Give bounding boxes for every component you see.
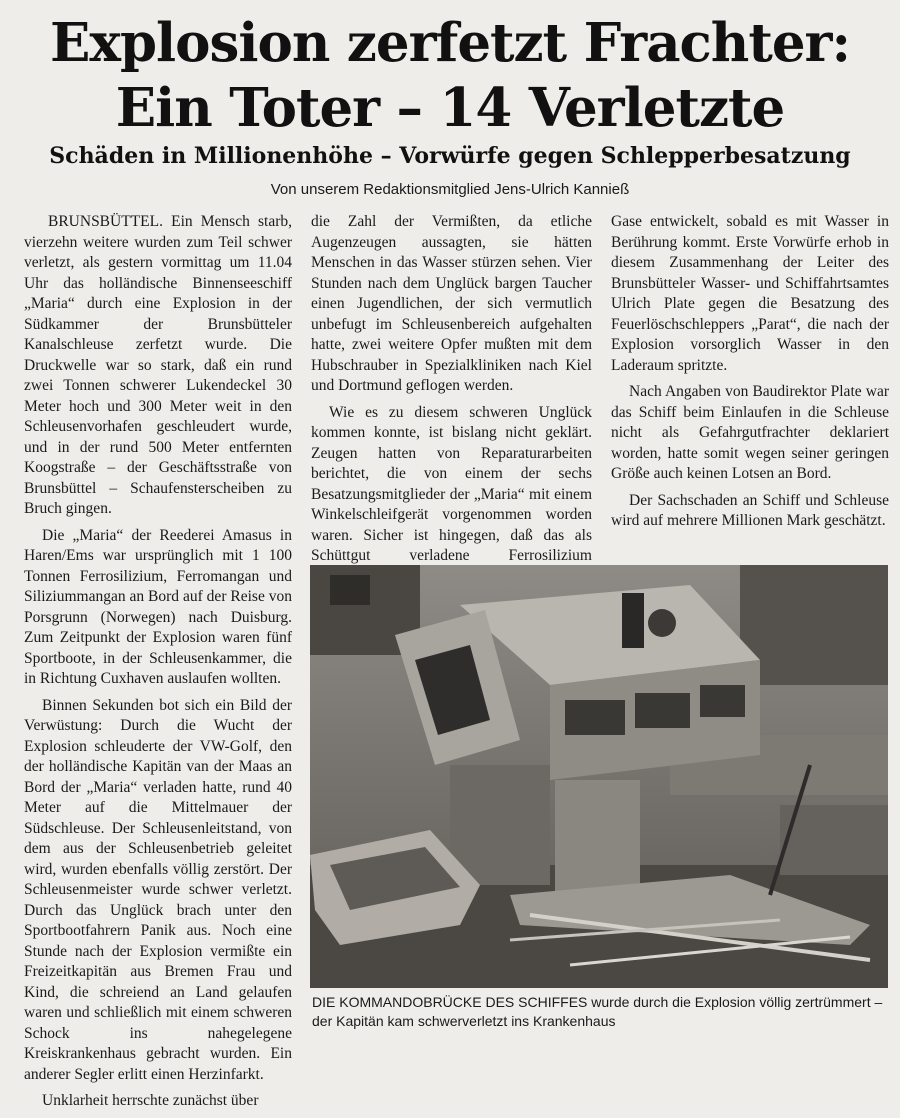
paragraph: Unklarheit herrschte zunächst über: [42, 1092, 259, 1109]
paragraph: Gase entwickelt, sobald es mit Wasser in Berührung kommt. Erste Vorwürfe erhob in diesem Zusammenhang der Leiter des Brunsbütteler Wasser- und Schiffahrtsamtes Ulrich Plate gegen die Besatzung des Feuerlöschschleppers „Parat“, die nach der Explosion vorsorglich Wasser in den Laderaum spritzte.: [611, 213, 889, 374]
headline-line-2: Ein Toter – 14 Verletzte: [115, 77, 785, 139]
subheadline: Schäden in Millionenhöhe – Vorwürfe gegen Schlepperbesatzung: [49, 143, 851, 169]
byline: Von unserem Redaktionsmitglied Jens-Ulrich Kannieß: [270, 181, 630, 198]
paragraph: die Zahl der Vermißten, da etliche Augenzeugen aussagten, sie hätten Menschen in das Wasser stürzen sehen. Vier Stunden nach dem Unglück bargen Taucher einen Jugendlichen, der sich vermutlich unbefugt im Schleusenbereich aufgehalten hatte, zwei weitere Opfer mußten mit dem Hubschrauber in Spezialkliniken nach Kiel und Dortmund geflogen werden.: [311, 213, 592, 394]
article-column-2: [311, 212, 592, 593]
paragraph: BRUNSBÜTTEL. Ein Mensch starb, vierzehn weitere wurden zum Teil schwer verletzt, als gestern vormittag um 11.04 Uhr das holländische Binnenseeschiff „Maria“ durch eine Explosion in der Südkammer der Brunsbütteler Kanalschleuse zerfetzt wurde. Die Druckwelle war so stark, daß ein rund zwei Tonnen schwerer Lukendeckel 30 Meter hoch und 300 Meter weit in den Schleusenvorhafen geschleudert wurde, und in der rund 500 Meter entfernten Koogstraße – der Geschäftsstraße von Brunsbüttel – Schaufensterscheiben zu Bruch gingen.: [24, 213, 292, 517]
paragraph: Die „Maria“ der Reederei Amasus in Haren/Ems war ursprünglich mit 1 100 Tonnen Ferrosilizium, Ferromangan und Siliziummangan an Bord auf der Reise von Porsgrunn (Norwegen) nach Duisburg. Zum Zeitpunkt der Explosion waren fünf Sportboote, in der Schleusenkammer, die in Richtung Cuxhaven auslaufen wollten.: [24, 526, 292, 687]
photo-illustration: [310, 565, 888, 988]
paragraph: Binnen Sekunden bot sich ein Bild der Verwüstung: Durch die Wucht der Explosion schleuderte der VW-Golf, den der holländische Kapitän van der Maas an Bord der „Maria“ verladen hatte, rund 40 Meter auf die Mittelmauer der Südschleuse. Der Schleusenleitstand, von dem aus der Schleusenbetrieb geleitet wird, wurden ebenfalls völlig zerstört. Der Schleusenmeister wurde schwer verletzt. Durch das Unglück brach unter den Sportbootfahrern Panik aus. Noch eine Stunde nach der Explosion vermißte ein Freizeitkapitän aus Bremen Frau und Kind, die schreiend an Land gelaufen waren und schließlich mit einem schweren Schock ins nahegelegene Kreiskrankenhaus gebracht wurden. Ein anderer Segler erlitt einen Herzinfarkt.: [24, 696, 292, 1083]
ship-wreck-photo: [310, 565, 888, 988]
headline-line-1: Explosion zerfetzt Frachter:: [49, 12, 851, 74]
photo-caption: DIE KOMMANDOBRÜCKE DES SCHIFFES wurde durch die Explosion völlig zertrümmert – der Kapitän kam schwerverletzt ins Krankenhaus: [312, 994, 883, 1029]
article-column-3: [611, 212, 889, 538]
article-column-1: [24, 212, 292, 1118]
paragraph: Nach Angaben von Baudirektor Plate war das Schiff beim Einlaufen in die Schleuse nicht als Gefahrgutfrachter deklariert worden, hatte somit wegen seiner geringen Größe auch keinen Lotsen an Bord.: [611, 383, 889, 482]
paragraph: Wie es zu diesem schweren Unglück kommen konnte, ist bislang nicht geklärt. Zeugen hatten von Reparaturarbeiten berichtet, die von einem der sechs Besatzungsmitglieder der „Maria“ mit einem Winkelschleifgerät vorgenommen worden waren. Sicher ist hingegen, daß das als Schüttgut verladene Ferrosilizium: [311, 403, 592, 564]
paragraph: Der Sachschaden an Schiff und Schleuse wird auf mehrere Millionen Mark geschätzt.: [611, 491, 889, 529]
